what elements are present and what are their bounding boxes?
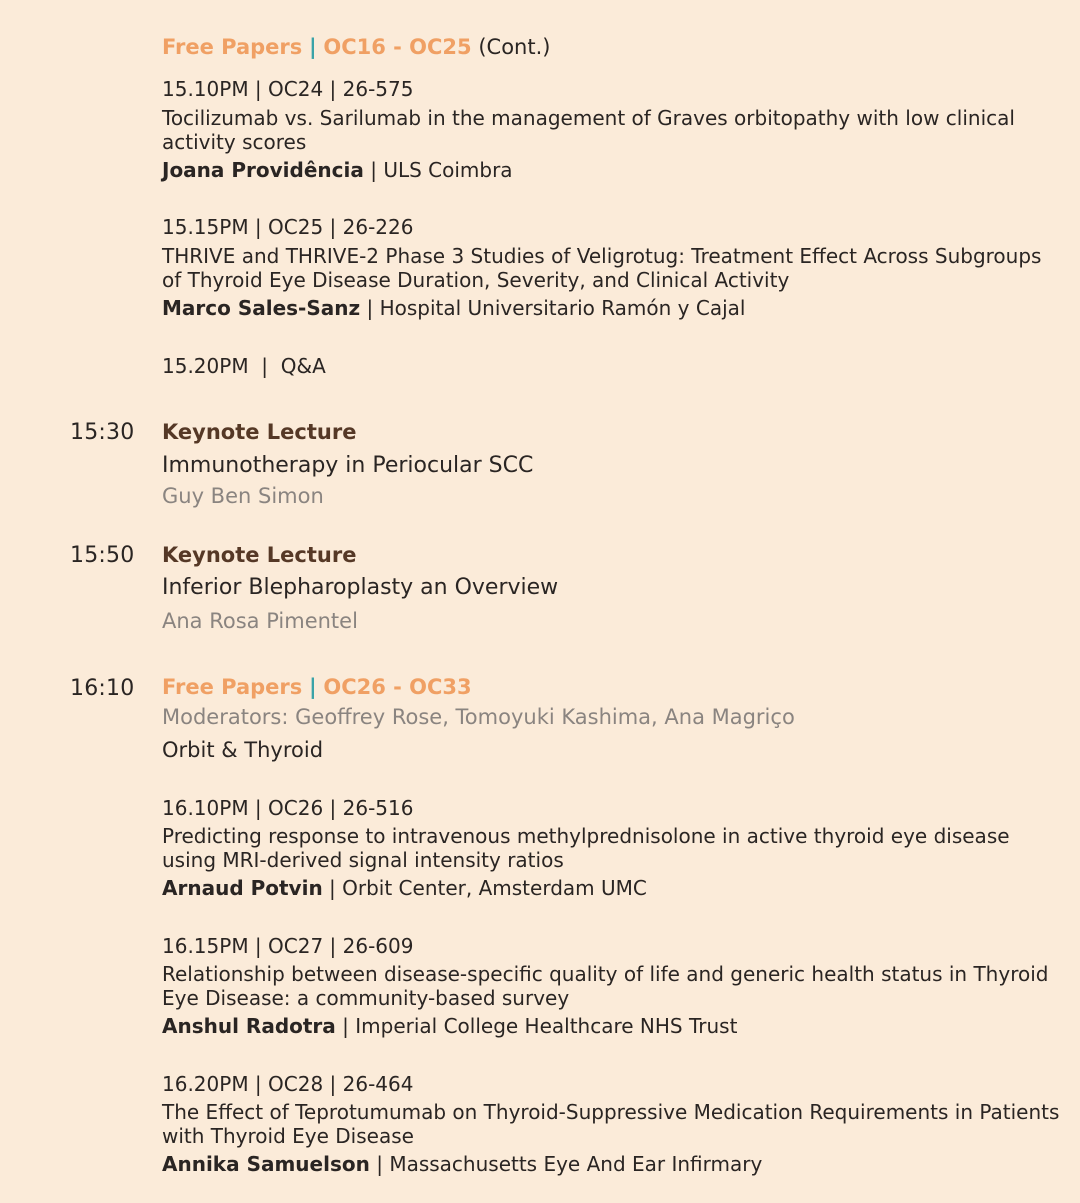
session-time: 16:10 (70, 676, 135, 701)
speaker-affiliation: | Imperial College Healthcare NHS Trust (342, 1014, 738, 1038)
speaker-affiliation: | Hospital Universitario Ramón y Cajal (366, 296, 746, 320)
speaker-affiliation: | Orbit Center, Amsterdam UMC (329, 876, 647, 900)
section-range: OC26 - OC33 (323, 675, 472, 699)
section-separator: | (308, 675, 317, 699)
keynote-title: Inferior Blepharoplasty an Overview (162, 575, 559, 600)
qa-item: 15.20PM | Q&A (162, 354, 326, 378)
paper-title: Predicting response to intravenous methylprednisolone in active thyroid eye disease using MRI-derived signal intensity ratios (162, 824, 1010, 872)
paper-title: The Effect of Teprotumumab on Thyroid-Suppressive Medication Requirements in Patients with Thyroid Eye Disease (162, 1100, 1060, 1148)
section-label: Free Papers (162, 675, 303, 699)
section-range: OC16 - OC25 (323, 35, 472, 59)
speaker-affiliation: | Massachusetts Eye And Ear Infirmary (376, 1152, 763, 1176)
speaker-affiliation: | ULS Coimbra (370, 158, 513, 182)
paper-meta: 16.10PM | OC26 | 26-516 (162, 796, 414, 820)
paper-speaker (162, 876, 647, 900)
keynote-label: Keynote Lecture (162, 543, 357, 567)
section-separator: | (308, 35, 317, 59)
speaker-name: Annika Samuelson (162, 1152, 370, 1176)
session-time: 15:30 (70, 420, 135, 445)
keynote-speaker: Guy Ben Simon (162, 484, 324, 508)
speaker-name: Arnaud Potvin (162, 876, 323, 900)
speaker-name: Anshul Radotra (162, 1014, 336, 1038)
paper-meta: 16.15PM | OC27 | 26-609 (162, 934, 414, 958)
keynote-speaker: Ana Rosa Pimentel (162, 609, 358, 633)
paper-speaker (162, 1152, 762, 1176)
paper-meta: 15.15PM | OC25 | 26-226 (162, 215, 414, 239)
section-header (162, 35, 550, 59)
section-topic: Orbit & Thyroid (162, 738, 324, 762)
speaker-name: Joana Providência (162, 158, 364, 182)
keynote-label: Keynote Lecture (162, 420, 357, 444)
section-label: Free Papers (162, 35, 303, 59)
paper-speaker (162, 1014, 737, 1038)
moderators: Moderators: Geoffrey Rose, Tomoyuki Kashima, Ana Magriço (162, 705, 795, 729)
paper-speaker (162, 158, 513, 182)
paper-speaker (162, 296, 745, 320)
keynote-title: Immunotherapy in Periocular SCC (162, 453, 534, 478)
speaker-name: Marco Sales-Sanz (162, 296, 361, 320)
paper-title: Relationship between disease-specific quality of life and generic health status in Thyroid Eye Disease: a community-based survey (162, 962, 1049, 1010)
paper-meta: 16.20PM | OC28 | 26-464 (162, 1072, 414, 1096)
session-time: 15:50 (70, 543, 135, 568)
paper-meta: 15.10PM | OC24 | 26-575 (162, 77, 414, 101)
paper-title: THRIVE and THRIVE-2 Phase 3 Studies of Veligrotug: Treatment Effect Across Subgroups of Thyroid Eye Disease Duration, Severity, and Clinical Activity (162, 244, 1042, 292)
paper-title: Tocilizumab vs. Sarilumab in the management of Graves orbitopathy with low clinical activity scores (162, 106, 1015, 154)
section-header (162, 675, 472, 699)
section-cont: (Cont.) (478, 35, 551, 59)
